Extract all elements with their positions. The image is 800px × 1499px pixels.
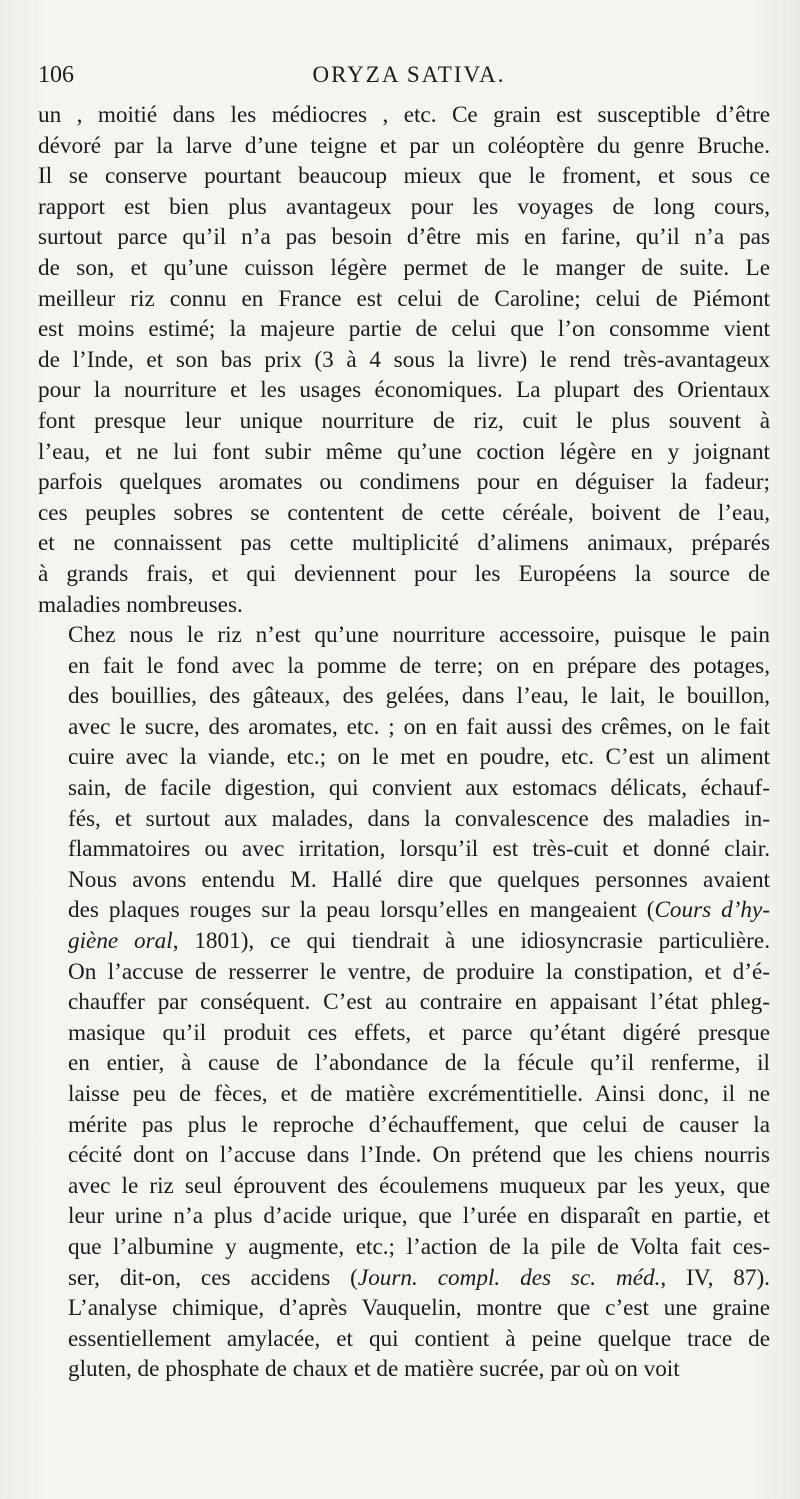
text-line: de son, et qu’une cuisson légère permet de le manger de suite. Le	[38, 254, 770, 281]
paragraph	[38, 620, 770, 1385]
text-line: chauffer par conséquent. C’est au contraire en appaisant l’état phleg-	[68, 989, 770, 1016]
text-line: Il se conserve pourtant beaucoup mieux que le froment, et sous ce	[38, 163, 770, 190]
text-line: L’analyse chimique, d’après Vauquelin, montre que c’est une graine	[68, 1295, 770, 1322]
text-line: giène oral, 1801), ce qui tiendrait à une idiosyncrasie particulière.	[68, 928, 770, 955]
text-line: essentiellement amylacée, et qui contient à peine quelque trace de	[68, 1325, 770, 1352]
text-line: avec le riz seul éprouvent des écoulemens muqueux par les yeux, que	[68, 1172, 770, 1199]
text-line: en entier, à cause de l’abondance de la fécule qu’il renferme, il	[68, 1050, 770, 1077]
text-line: mérite pas plus le reproche d’échauffement, que celui de causer la	[68, 1111, 770, 1138]
text-line: dévoré par la larve d’une teigne et par un coléoptère du genre Bruche.	[38, 132, 770, 159]
text-line: pour la nourriture et les usages économiques. La plupart des Orientaux	[38, 377, 770, 404]
text-line: flammatoires ou avec irritation, lorsqu’il est très-cuit et donné clair.	[68, 836, 770, 863]
text-line: à grands frais, et qui deviennent pour les Européens la source de	[38, 560, 770, 587]
text-line: sain, de facile digestion, qui convient aux estomacs délicats, échauf-	[68, 775, 770, 802]
paragraph	[38, 100, 770, 620]
text-line: des plaques rouges sur la peau lorsqu’elles en mangeaient (Cours d’hy-	[68, 897, 771, 924]
text-line: est moins estimé; la majeure partie de celui que l’on consomme vient	[38, 316, 770, 343]
text-line: gluten, de phosphate de chaux et de matière sucrée, par où on voit	[68, 1356, 680, 1383]
text-line: Nous avons entendu M. Hallé dire que quelques personnes avaient	[68, 866, 770, 893]
text-line: et ne connaissent pas cette multiplicité d’alimens animaux, préparés	[38, 530, 770, 557]
page-header	[38, 62, 780, 96]
text-line: ces peuples sobres se contentent de cette céréale, boivent de l’eau,	[38, 499, 770, 526]
text-line: que l’albumine y augmente, etc.; l’action de la pile de Volta fait ces-	[68, 1233, 770, 1260]
page-number: 106	[38, 62, 74, 88]
text-line: l’eau, et ne lui font subir même qu’une coction légère en y joignant	[38, 438, 770, 465]
text-line: de l’Inde, et son bas prix (3 à 4 sous la livre) le rend très-avantageux	[38, 346, 770, 373]
text-line: rapport est bien plus avantageux pour les voyages de long cours,	[38, 193, 770, 220]
text-line: cuire avec la viande, etc.; on le met en poudre, etc. C’est un aliment	[68, 744, 770, 771]
text-line: fés, et surtout aux malades, dans la convalescence des maladies in-	[68, 805, 770, 832]
text-line: cécité dont on l’accuse dans l’Inde. On prétend que les chiens nourris	[68, 1142, 770, 1169]
running-title: ORYZA SATIVA.	[312, 62, 506, 87]
text-line: font presque leur unique nourriture de riz, cuit le plus souvent à	[38, 407, 770, 434]
text-line: avec le sucre, des aromates, etc. ; on en fait aussi des crêmes, on le fait	[68, 713, 770, 740]
text-line: laisse peu de fèces, et de matière excrémentitielle. Ainsi donc, il ne	[68, 1081, 770, 1107]
text-line: parfois quelques aromates ou condimens pour en déguiser la fadeur;	[38, 469, 770, 496]
text-line: surtout parce qu’il n’a pas besoin d’être mis en farine, qu’il n’a pas	[38, 224, 770, 251]
text-line: Chez nous le riz n’est qu’une nourriture accessoire, puisque le pain	[68, 622, 770, 649]
text-line: en fait le fond avec la pomme de terre; on en prépare des potages,	[68, 652, 770, 679]
text-line: des bouillies, des gâteaux, des gelées, dans l’eau, le lait, le bouillon,	[68, 683, 770, 710]
text-line: leur urine n’a plus d’acide urique, que l’urée en disparaît en partie, et	[68, 1203, 770, 1230]
text-line: ser, dit-on, ces accidens (Journ. compl. des sc. méd., IV, 87).	[68, 1264, 770, 1291]
body-text	[38, 100, 770, 1385]
text-line: On l’accuse de resserrer le ventre, de produire la constipation, et d’é-	[68, 958, 770, 985]
text-line: un , moitié dans les médiocres , etc. Ce grain est susceptible d’être	[38, 102, 770, 128]
text-line: meilleur riz connu en France est celui de Caroline; celui de Piémont	[38, 285, 770, 312]
text-line: masique qu’il produit ces effets, et parce qu’étant digéré presque	[68, 1019, 770, 1046]
text-line: maladies nombreuses.	[38, 591, 243, 618]
